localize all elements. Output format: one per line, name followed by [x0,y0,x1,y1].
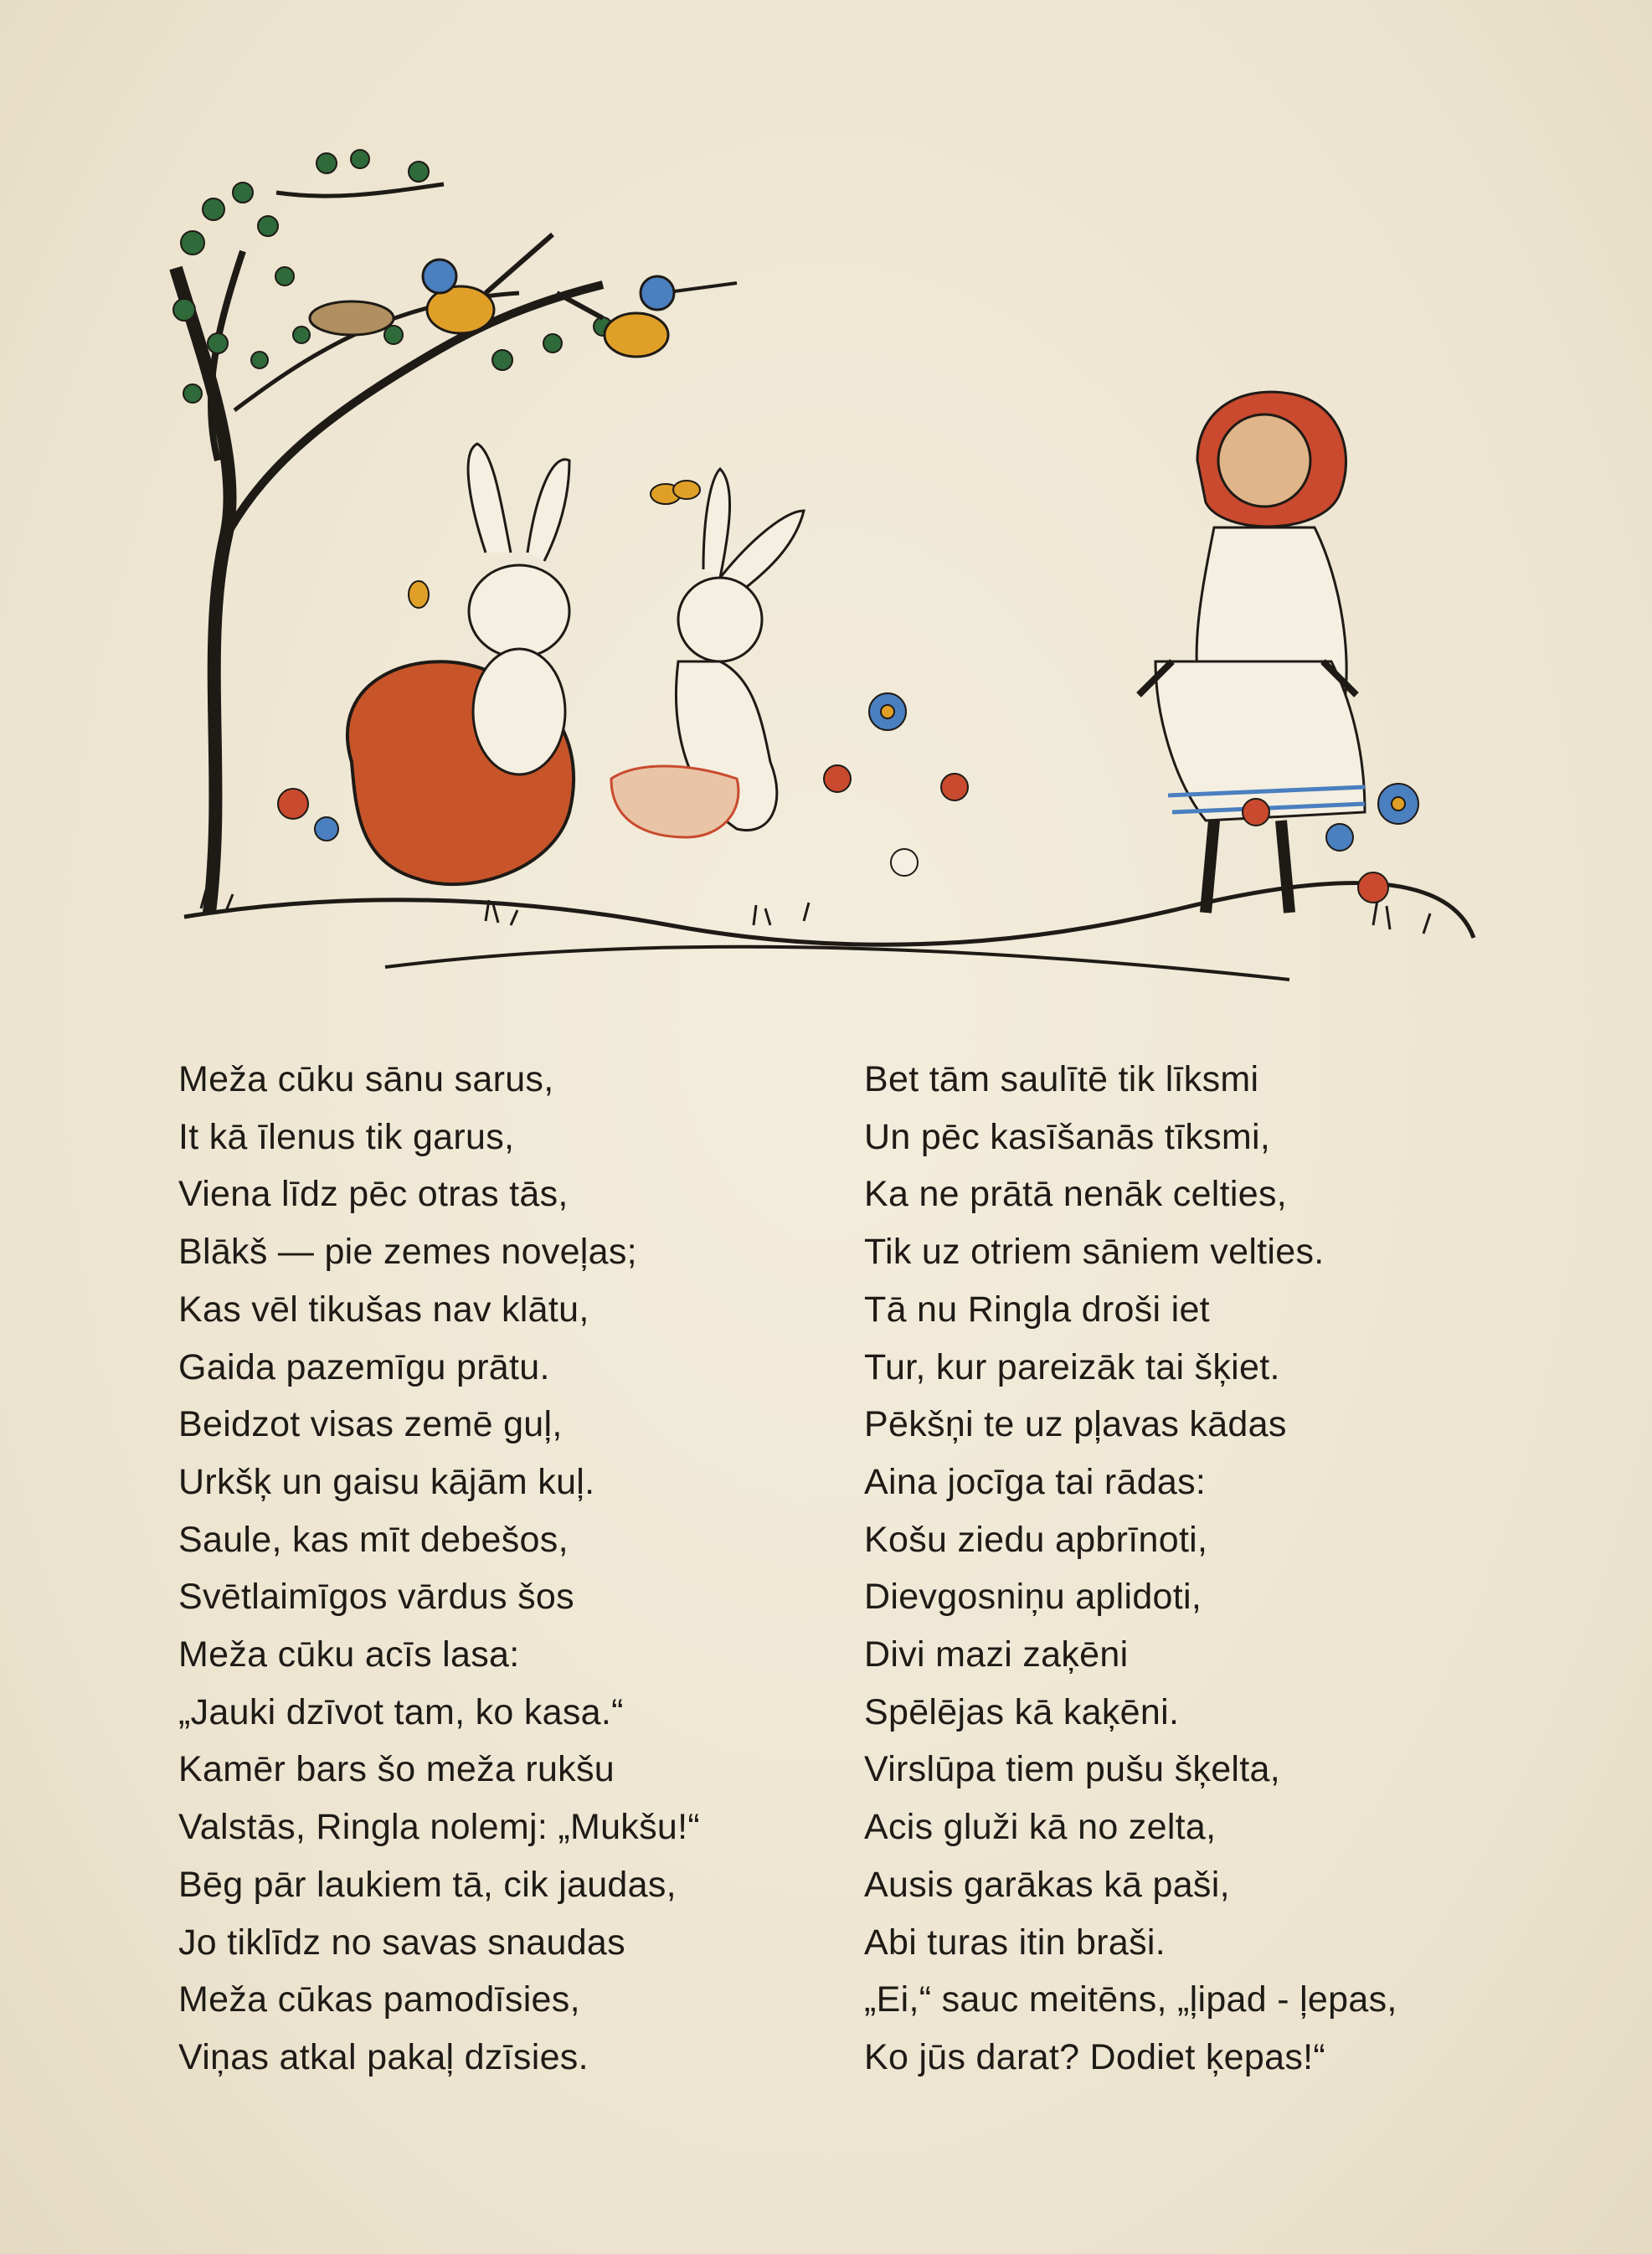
poem-line: Blākš — pie zemes noveļas; [178,1232,637,1273]
poem-line: Pēkšņi te uz pļavas kādas [864,1404,1287,1445]
meadow-ground [184,883,1474,945]
poem-line: Meža cūku sānu sarus, [178,1059,554,1099]
poem-line: Kamēr bars šo meža rukšu [178,1749,615,1790]
poem-line: Košu ziedu apbrīnoti, [864,1519,1208,1560]
poem-column-right [864,1051,1517,2087]
poem-line: Gaida pazemīgu prātu. [178,1346,550,1387]
poem-line: Svētlaimīgos vārdus šos [178,1577,574,1618]
poem-line: Spēlējas kā kaķēni. [864,1691,1180,1732]
poem-line: Meža cūkas pamodīsies, [178,1979,580,2020]
poem-line: Valstās, Ringla nolemj: „Mukšu!“ [178,1807,700,1848]
poem-line: Jo tiklīdz no savas snaudas [178,1922,625,1963]
poem-line: Ka ne prātā nenāk celties, [864,1174,1288,1215]
poem-line: It kā īlenus tik garus, [178,1116,515,1157]
poem-line: Kas vēl tikušas nav klātu, [178,1289,589,1330]
poem-line: Viena līdz pēc otras tās, [178,1174,569,1215]
poem-line: Divi mazi zaķēni [864,1634,1129,1675]
poem-line: Viņas atkal pakaļ dzīsies. [178,2036,589,2077]
poem-line: Virslūpa tiem pušu šķelta, [864,1749,1280,1790]
poem-line: Bēg pār laukiem tā, cik jaudas, [178,1864,677,1905]
bird-left [423,234,553,333]
poem-line: Acis gluži kā no zelta, [864,1807,1217,1848]
poem-line: Saule, kas mīt debešos, [178,1519,569,1560]
rabbit-left [468,444,569,774]
rabbit-right [611,469,804,837]
poem-line: Beidzot visas zemē guļ, [178,1404,563,1445]
poem-line: Tā nu Ringla droši iet [864,1289,1210,1330]
poem-column-left [178,1051,831,2087]
poem-line: Tik uz otriem sāniem velties. [864,1232,1325,1273]
poem-line: Ko jūs darat? Dodiet ķepas!“ [864,2036,1325,2077]
poem-line: Aina jocīga tai rādas: [864,1461,1207,1502]
poem-line: Ausis garākas kā paši, [864,1864,1230,1905]
poem-line: Bet tām saulītē tik līksmi [864,1059,1259,1099]
poem-line: Tur, kur pareizāk tai šķiet. [864,1346,1280,1387]
poem-line: Urkšķ un gaisu kājām kuļ. [178,1461,595,1502]
poem-line: „Ei,“ sauc meitēns, „ļipad - ļepas, [864,1979,1397,2020]
poem-line: Un pēc kasīšanās tīksmi, [864,1116,1271,1157]
poem-line: Meža cūku acīs lasa: [178,1634,520,1675]
illustration [167,142,1507,1022]
poem-line: „Jauki dzīvot tam, ko kasa.“ [178,1691,624,1732]
poem-line: Abi turas itin braši. [864,1922,1166,1963]
poem-line: Dievgosniņu aplidoti, [864,1577,1202,1618]
